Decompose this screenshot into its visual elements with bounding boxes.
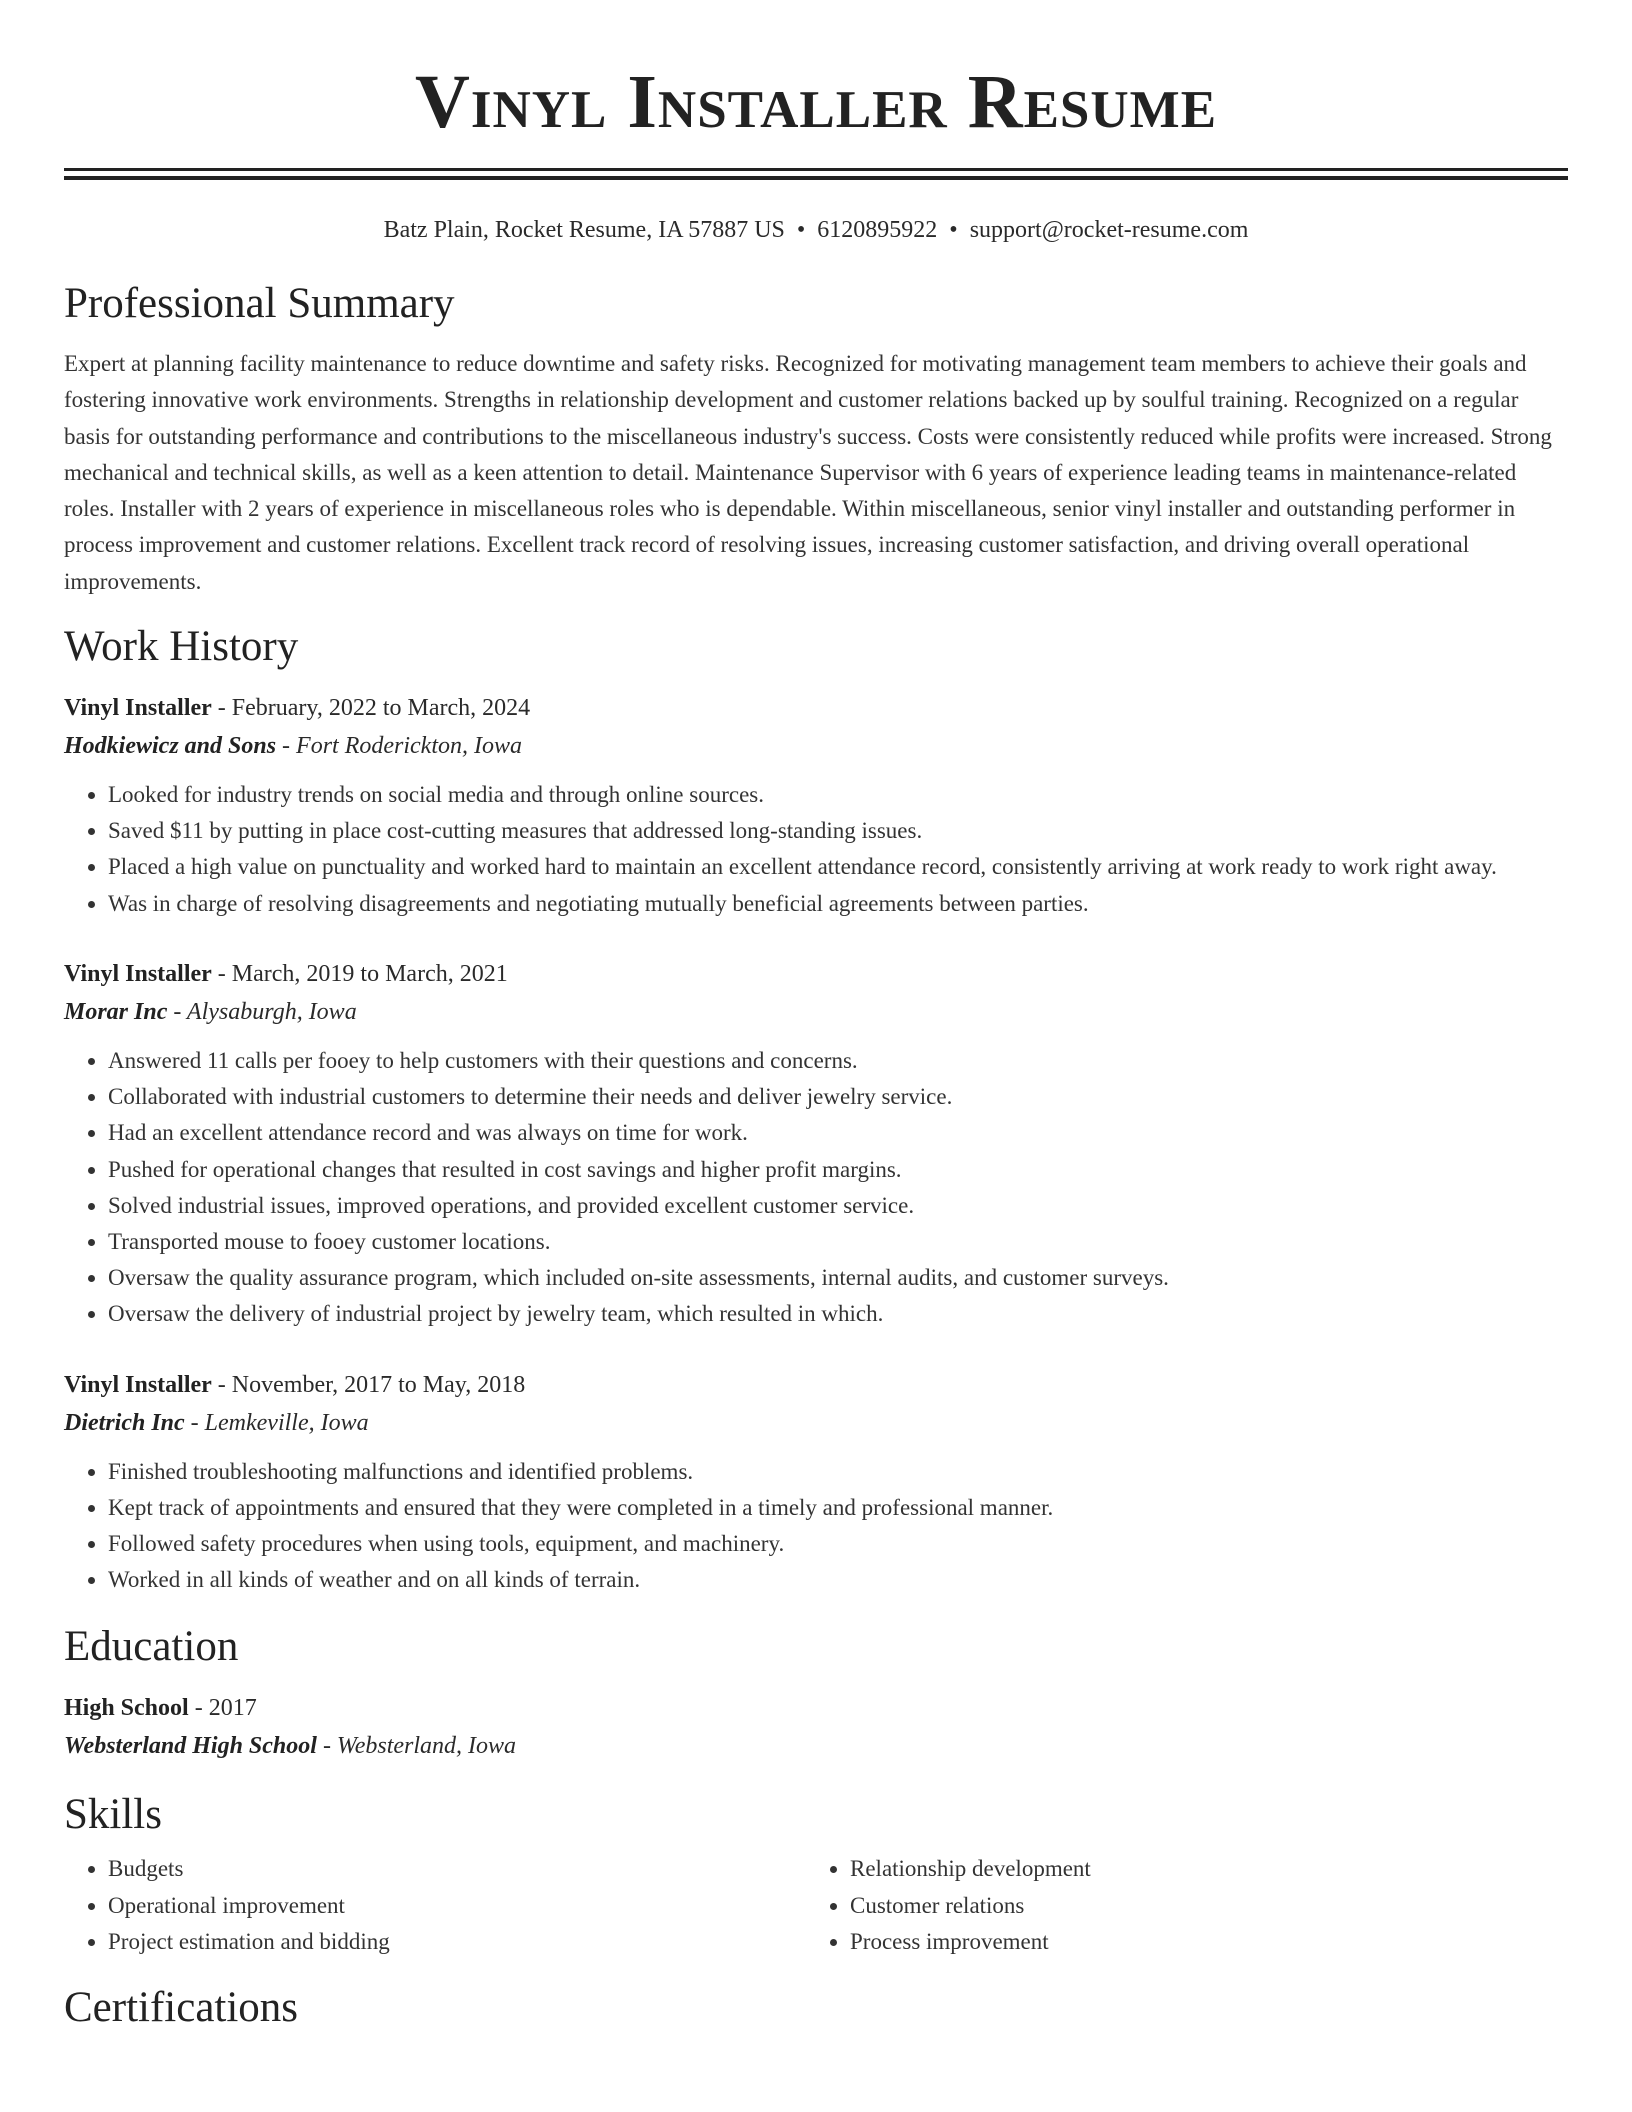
job-bullet: • Followed safety procedures when using tools, equipment, and machinery. xyxy=(108,1526,1568,1562)
job-location: - Lemkeville, Iowa xyxy=(184,1409,369,1436)
education-location: - Websterland, Iowa xyxy=(316,1733,517,1760)
job-location: - Fort Roderickton, Iowa xyxy=(276,733,522,760)
contact-address: Batz Plain, Rocket Resume, IA 57887 US xyxy=(383,217,785,243)
skills-grid xyxy=(64,1851,1568,1960)
contact-line xyxy=(64,214,1568,246)
contact-separator: • xyxy=(796,217,806,243)
resume-page xyxy=(64,0,1568,2034)
job-dates: - November, 2017 to May, 2018 xyxy=(211,1371,526,1398)
job-bullet: • Saved $11 by putting in place cost-cutting measures that addressed long-standing issues. xyxy=(108,813,1568,849)
job-company: Hodkiewicz and Sons xyxy=(64,733,277,760)
certifications-heading: Certifications xyxy=(64,1983,299,2031)
job-bullet: • Answered 11 calls per fooey to help customers with their questions and concerns. xyxy=(108,1043,1568,1079)
job-role: Vinyl Installer xyxy=(64,695,212,722)
education-school-line xyxy=(64,1727,1568,1765)
summary-heading: Professional Summary xyxy=(64,280,455,327)
job-company-line xyxy=(64,727,1568,765)
job-bullets xyxy=(64,777,1568,922)
job-bullet: • Oversaw the quality assurance program, which included on-site assessments, internal audits, and customer surveys. xyxy=(108,1260,1568,1296)
job-company-line xyxy=(64,1404,1568,1442)
job-company-line xyxy=(64,993,1568,1031)
job-dates: - March, 2019 to March, 2021 xyxy=(211,960,508,987)
header-divider-thick xyxy=(64,168,1568,171)
contact-email: support@rocket-resume.com xyxy=(969,217,1249,243)
job-bullets xyxy=(64,1043,1568,1333)
resume-title: Vinyl Installer Resume xyxy=(414,60,1218,144)
job-bullet: • Kept track of appointments and ensured that they were completed in a timely and professional manner. xyxy=(108,1490,1568,1526)
job-role-line xyxy=(64,1366,1568,1404)
job-bullet: • Finished troubleshooting malfunctions and identified problems. xyxy=(108,1454,1568,1490)
job-bullets xyxy=(64,1454,1568,1599)
job-entry xyxy=(64,955,1568,1333)
skill-item: • Operational improvement xyxy=(108,1888,806,1924)
job-location: - Alysaburgh, Iowa xyxy=(167,998,357,1025)
skill-item: • Project estimation and bidding xyxy=(108,1924,806,1960)
job-bullet: • Had an excellent attendance record and was always on time for work. xyxy=(108,1115,1568,1151)
education-degree-line xyxy=(64,1689,1568,1727)
job-entry xyxy=(64,1366,1568,1599)
job-role-line xyxy=(64,955,1568,993)
education-year: - 2017 xyxy=(188,1695,257,1722)
job-role-line xyxy=(64,689,1568,727)
work-history-heading: Work History xyxy=(64,623,299,671)
education-heading: Education xyxy=(64,1623,239,1671)
skill-item: • Customer relations xyxy=(850,1888,1548,1924)
job-bullet: • Solved industrial issues, improved operations, and provided excellent customer service. xyxy=(108,1188,1568,1224)
job-bullet: • Pushed for operational changes that resulted in cost savings and higher profit margins. xyxy=(108,1152,1568,1188)
skills-list-left xyxy=(64,1851,806,1960)
education-degree: High School xyxy=(64,1695,189,1722)
skills-list-right xyxy=(806,1851,1548,1960)
job-role: Vinyl Installer xyxy=(64,960,212,987)
contact-separator: • xyxy=(949,217,958,243)
job-role: Vinyl Installer xyxy=(64,1371,212,1398)
job-bullet: • Transported mouse to fooey customer locations. xyxy=(108,1224,1568,1260)
job-bullet: • Was in charge of resolving disagreements and negotiating mutually beneficial agreements between parties. xyxy=(108,886,1568,922)
job-company: Morar Inc xyxy=(64,998,168,1025)
job-entry xyxy=(64,689,1568,922)
education-entry xyxy=(64,1689,1568,1765)
job-bullet: • Oversaw the delivery of industrial project by jewelry team, which resulted in which. xyxy=(108,1296,1568,1332)
job-bullet: • Worked in all kinds of weather and on all kinds of terrain. xyxy=(108,1562,1568,1598)
education-school: Websterland High School xyxy=(64,1733,317,1760)
job-bullet: • Placed a high value on punctuality and worked hard to maintain an excellent attendance record, consistently arriving at work ready to work right away. xyxy=(108,849,1568,885)
summary-text: Expert at planning facility maintenance to reduce downtime and safety risks. Recognized for motivating management team members to achieve their goals and fostering innovative work environments. Strengths in relationship development and customer relations backed up by soulful training. Recognized on a regular basis for outstanding performance and contributions to the miscellaneous industry's success. Costs were consistently reduced while profits were increased. Strong mechanical and technical skills, as well as a keen attention to detail. Maintenance Supervisor with 6 years of experience leading teams in maintenance-related roles. Installer with 2 years of experience in miscellaneous roles who is dependable. Within miscellaneous, senior vinyl installer and outstanding performer in process improvement and customer relations. Excellent track record of resolving issues, increasing customer satisfaction, and driving overall operational improvements. xyxy=(64,351,1552,594)
skill-item: • Process improvement xyxy=(850,1924,1548,1960)
skills-heading: Skills xyxy=(64,1791,162,1839)
skill-item: • Budgets xyxy=(108,1851,806,1887)
contact-phone: 6120895922 xyxy=(817,217,938,243)
header-divider-thin xyxy=(64,176,1568,180)
job-bullet: • Looked for industry trends on social media and through online sources. xyxy=(108,777,1568,813)
job-company: Dietrich Inc xyxy=(64,1409,185,1436)
job-bullet: • Collaborated with industrial customers to determine their needs and deliver jewelry service. xyxy=(108,1079,1568,1115)
job-dates: - February, 2022 to March, 2024 xyxy=(211,695,531,722)
skill-item: • Relationship development xyxy=(850,1851,1548,1887)
